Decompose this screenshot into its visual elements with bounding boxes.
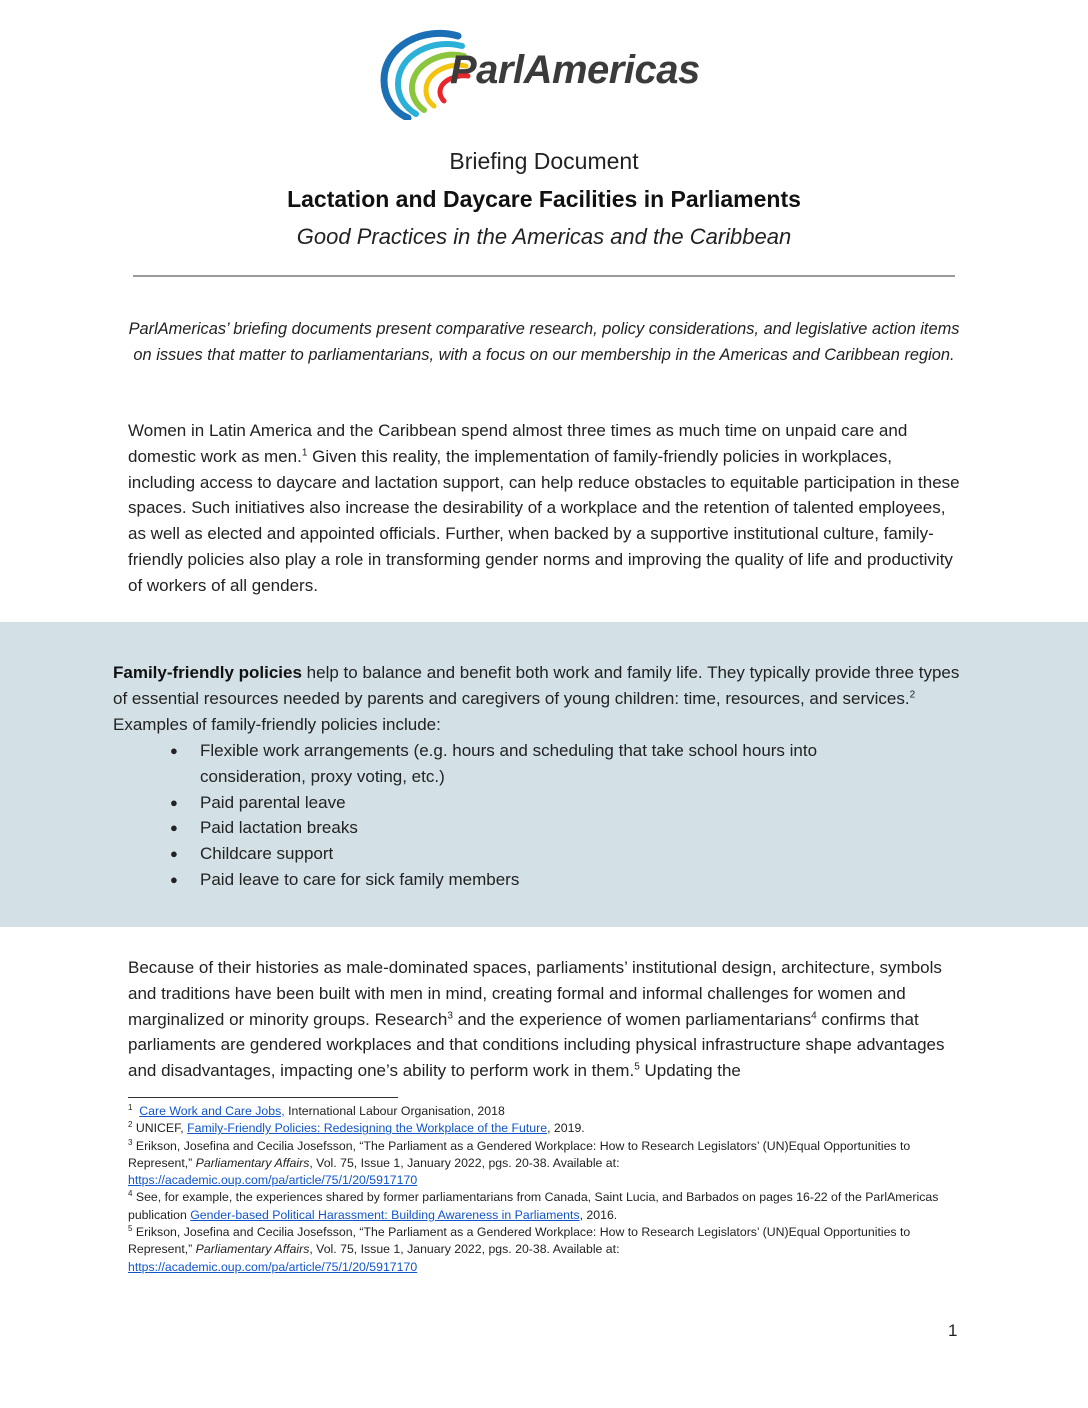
logo-wordmark: ParlAmericas: [450, 48, 700, 92]
footnote-link[interactable]: Care Work and Care Jobs,: [139, 1104, 285, 1118]
bullet-icon: ●: [170, 871, 178, 887]
footnote-ref-4[interactable]: 4: [811, 1009, 817, 1021]
bullet-icon: ●: [170, 743, 178, 758]
bullet-icon: ●: [170, 820, 178, 836]
list-item: ● Childcare support: [168, 841, 888, 867]
parlamericas-logo: [378, 28, 718, 118]
footnote-3: $^3$ Erikson, Josefina and Cecilia Josefsson, “The Parliament as a Gendered Workplace: How to Research Legislators’ (UN)Equal Opportunities to Represent,” Parliamentary Affairs, Vol. 75, Issue 1, January 2022, pgs. 20-38. Available at: https://academic.oup.com/pa/article/75/1/20/5917170: [128, 1137, 911, 1188]
policy-list: [168, 738, 888, 893]
footnote-2: $^2$ UNICEF, Family-Friendly Policies: Redesigning the Workplace of the Future, 2019.: [128, 1120, 585, 1136]
footnote-url[interactable]: https://academic.oup.com/pa/article/75/1/20/5917170: [128, 1259, 418, 1274]
bullet-icon: ●: [170, 846, 178, 862]
callout-text: Family-friendly policies help to balance and benefit both work and family life. They typically provide three types of essential resources needed by parents and caregivers of young children: time, resources, and services.$^2$ Examples of family-friendly policies include:: [113, 663, 960, 734]
page-number: 1: [948, 1321, 958, 1340]
footnotes: [128, 1103, 958, 1276]
footnote-ref-3[interactable]: 3: [447, 1009, 453, 1021]
bullet-icon: ●: [170, 794, 178, 810]
header-divider: [133, 275, 955, 277]
document-title: Lactation and Daycare Facilities in Parliaments: [287, 186, 801, 212]
paragraph-care-work: Women in Latin America and the Caribbean spend almost three times as much time on unpaid care and domestic work as men.$^1$ Given this reality, the implementation of family-friendly policies in workplaces, including access to daycare and lactation support, can help reduce obstacles to equitable participation in these spaces. Such initiatives also increase the desirability of a workplace and the retention of talented employees, as well as elected and appointed officials. Further, when backed by a supportive institutional culture, family-friendly policies also play a role in transforming gender norms and improving the quality of life and productivity of workers of all genders.: [128, 421, 960, 595]
document-type: Briefing Document: [449, 148, 639, 174]
footnote-url[interactable]: https://academic.oup.com/pa/article/75/1/20/5917170: [128, 1173, 418, 1188]
callout-term: Family-friendly policies: [113, 663, 302, 682]
intro-statement: ParlAmericas’ briefing documents present comparative research, policy considerations, and legislative action items on issues that matter to parliamentarians, with a focus on our membership in the Americas and Caribbean region.: [128, 320, 960, 364]
list-item: ● Flexible work arrangements (e.g. hours and scheduling that take school hours into consideration, proxy voting, etc.): [168, 738, 888, 790]
footnote-5: $^5$ Erikson, Josefina and Cecilia Josefsson, “The Parliament as a Gendered Workplace: How to Research Legislators’ (UN)Equal Opportunities to Represent,” Parliamentary Affairs, Vol. 75, Issue 1, January 2022, pgs. 20-38. Available at: https://academic.oup.com/pa/article/75/1/20/5917170: [128, 1223, 911, 1274]
footnote-1: $^1$ Care Work and Care Jobs, International Labour Organisation, 2018: [128, 1102, 505, 1118]
footnote-ref-5[interactable]: 5: [634, 1061, 640, 1073]
footnote-link[interactable]: Family-Friendly Policies: Redesigning the Workplace of the Future: [187, 1121, 548, 1136]
footnote-ref-2[interactable]: 2: [909, 689, 916, 701]
footnote-4: $^4$ See, for example, the experiences shared by former parliamentarians from Canada, Saint Lucia, and Barbados on pages 16-22 of the ParlAmericas publication Gender-based Political Harassment: Building Awareness in Parliaments, 2016.: [128, 1189, 939, 1222]
list-item: ● Paid leave to care for sick family members: [168, 867, 888, 893]
footnote-ref-1[interactable]: 1: [301, 447, 308, 459]
document-subtitle: Good Practices in the Americas and the Caribbean: [296, 224, 792, 249]
list-item: ● Paid parental leave: [168, 790, 888, 816]
footnote-link[interactable]: Gender-based Political Harassment: Building Awareness in Parliaments: [190, 1207, 580, 1222]
paragraph-gendered-workplaces: Because of their histories as male-dominated spaces, parliaments’ institutional design, architecture, symbols and traditions have been built with men in mind, creating formal and informal challenges for women and marginalized or minority groups. Research$^3$ and the experience of women parliamentarians$^4$ confirms that parliaments are gendered workplaces and that conditions including physical infrastructure shape advantages and disadvantages, impacting one’s ability to perform work in them.$^5$ Updating the: [128, 958, 945, 1081]
list-item: ● Paid lactation breaks: [168, 815, 888, 841]
footnote-divider: [128, 1097, 398, 1098]
